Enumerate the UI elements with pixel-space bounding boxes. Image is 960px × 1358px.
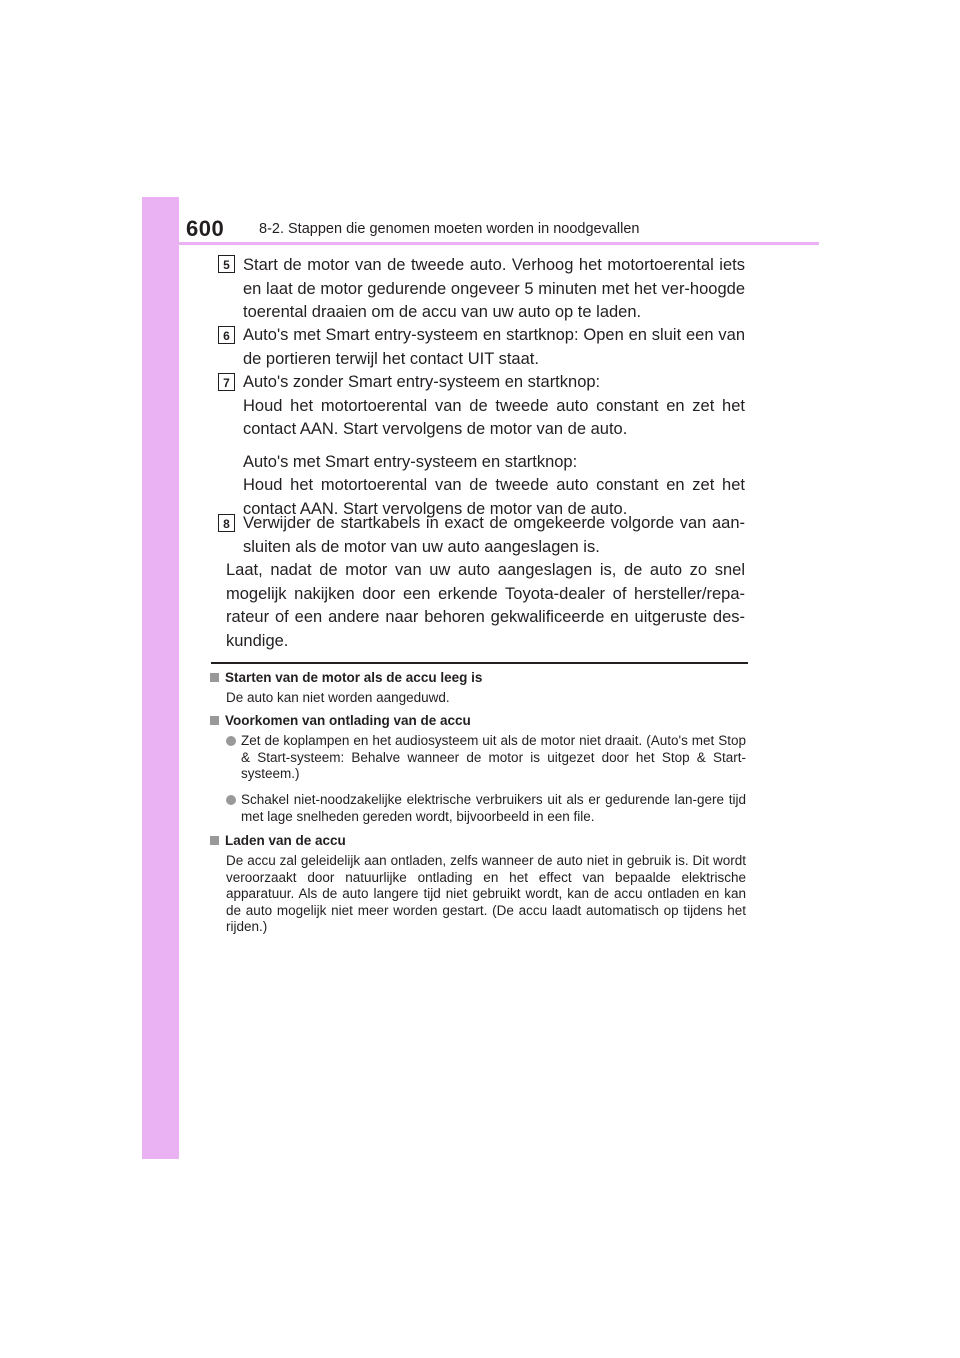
note-3-heading <box>210 833 346 848</box>
step-7-part2-label: Auto's met Smart entry-systeem en startknop: <box>243 452 578 471</box>
note-2-heading <box>210 713 471 728</box>
step-7-part2-text: Houd het motortoerental van de tweede auto constant en zet het contact AAN. Start vervolgens de motor van de auto. <box>243 476 745 518</box>
step-7-part1-text: Houd het motortoerental van de tweede auto constant en zet het contact AAN. Start vervolgens de motor van de auto. <box>243 396 745 438</box>
circle-bullet-icon <box>226 736 236 746</box>
step-badge-6: 6 <box>218 326 235 344</box>
note-1-title: Starten van de motor als de accu leeg is <box>225 670 483 685</box>
header-rule <box>179 242 819 245</box>
square-bullet-icon <box>210 836 219 845</box>
note-2-title: Voorkomen van ontlading van de accu <box>225 713 471 728</box>
note-2-bullet-2-text: Schakel niet-noodzakelijke elektrische verbruikers uit als er gedurende lan-gere tijd met lage snelheden gereden wordt, bijvoorbeeld in een file. <box>241 792 746 824</box>
step-6-text <box>243 324 745 371</box>
step-badge-8: 8 <box>218 514 235 532</box>
step-badge-5: 5 <box>218 255 235 273</box>
note-1-heading <box>210 670 482 685</box>
note-2-bullet-1 <box>226 733 746 783</box>
note-1-text: De auto kan niet worden aangeduwd. <box>226 690 450 705</box>
step-7-part1-label: Auto's zonder Smart entry-systeem en startknop: <box>243 373 601 391</box>
square-bullet-icon <box>210 716 219 725</box>
step-6-paragraph: Auto's met Smart entry-systeem en startknop: Open en sluit een van de portieren terwijl het contact UIT staat. <box>243 326 745 368</box>
note-3-text: De accu zal geleidelijk aan ontladen, zelfs wanneer de auto niet in gebruik is. Dit wordt veroorzaakt door natuurlijke ontlading en het effect van bepaalde elektrische apparatuur. Als de auto langere tijd niet gebruikt wordt, kan de accu ontladen en kan de auto mogelijk niet meer worden gestart. (De accu laadt automatisch op tijdens het rijden.) <box>226 853 746 935</box>
closing-paragraph-text: Laat, nadat de motor van uw auto aangeslagen is, de auto zo snel mogelijk nakijken door een erkende Toyota-dealer of hersteller/repa-rateur of een andere naar behoren gekwalificeerde en uitgeruste des-kundige. <box>226 561 745 650</box>
step-5-text <box>243 254 745 325</box>
step-8-text <box>243 512 745 559</box>
step-5-paragraph: Start de motor van de tweede auto. Verhoog het motortoerental iets en laat de motor gedurende ongeveer 5 minuten met het ver-hoogde toerental draaien om de accu van uw auto op te laden. <box>243 256 745 321</box>
note-3-title: Laden van de accu <box>225 833 346 848</box>
page-number: 600 <box>186 216 225 241</box>
section-title: 8-2. Stappen die genomen moeten worden in noodgevallen <box>259 221 640 237</box>
notes-divider <box>211 662 748 664</box>
step-8-paragraph: Verwijder de startkabels in exact de omgekeerde volgorde van aan-sluiten als de motor van uw auto aangeslagen is. <box>243 514 745 556</box>
step-7-text <box>243 371 745 521</box>
note-2-bullet-1-text: Zet de koplampen en het audiosysteem uit als de motor niet draait. (Auto's met Stop & Start-systeem: Behalve wanneer de motor is uitgezet door het Stop & Start-systeem.) <box>241 733 746 782</box>
square-bullet-icon <box>210 673 219 682</box>
circle-bullet-icon <box>226 795 236 805</box>
note-2-bullet-2 <box>226 792 746 825</box>
step-badge-7: 7 <box>218 373 235 391</box>
side-color-band <box>142 197 179 1159</box>
closing-paragraph <box>226 559 745 653</box>
